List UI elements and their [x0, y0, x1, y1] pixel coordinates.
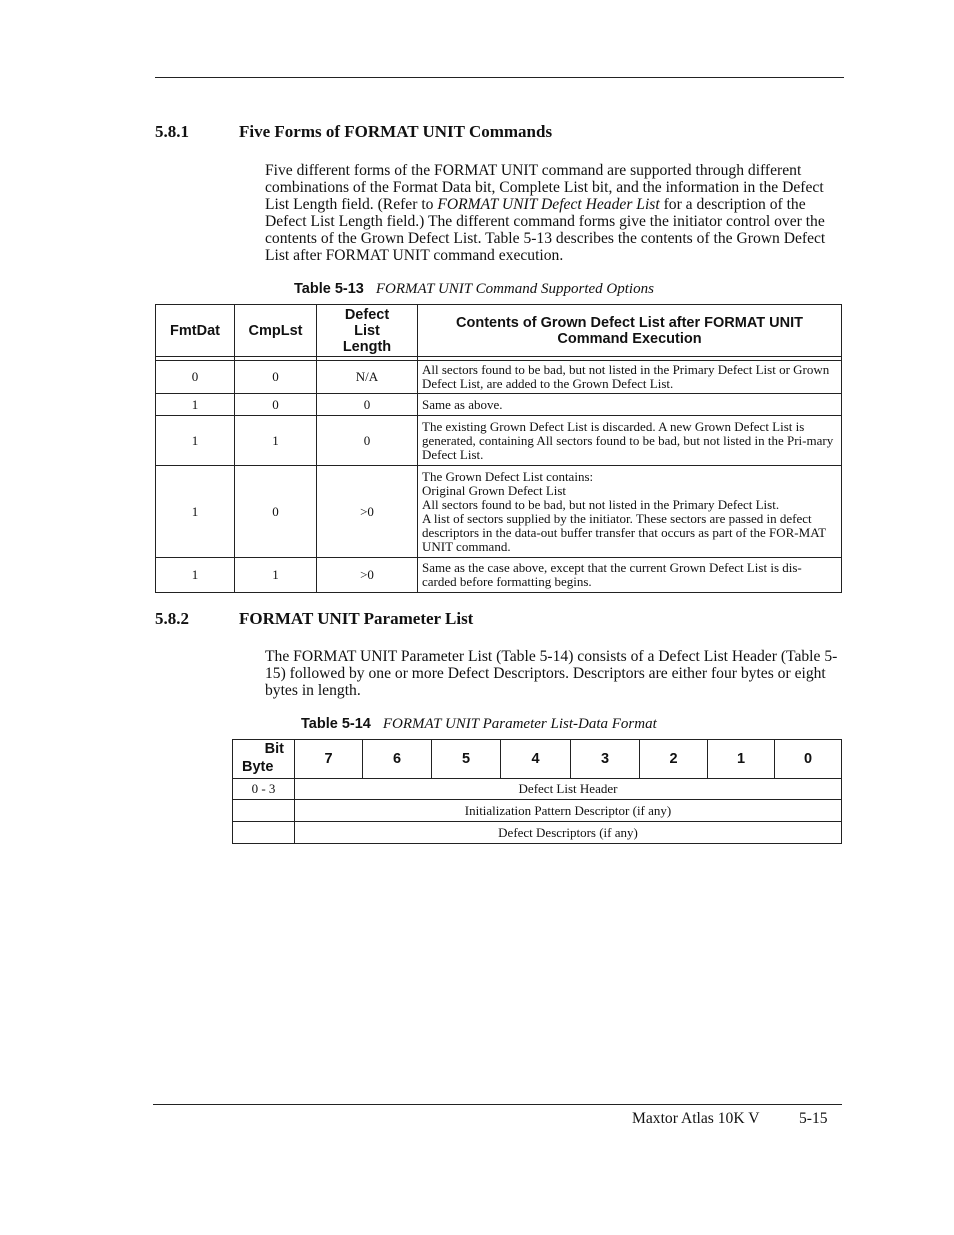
fmtdat-cell: 0: [156, 361, 235, 394]
section-number: 5.8.2: [155, 609, 189, 628]
dll-cell: 0: [317, 416, 418, 466]
table-row: [233, 800, 842, 822]
fmtdat-cell: 1: [156, 394, 235, 416]
contents-cell: Same as the case above, except that the current Grown Defect List is dis-carded before formatting begins.: [418, 558, 842, 593]
col-header-cmplst: CmpLst: [235, 305, 317, 357]
contents-cell: All sectors found to be bad, but not listed in the Primary Defect List or Grown Defect List, are added to the Grown Defect List.: [418, 361, 842, 394]
bit-0-header: 0: [775, 740, 842, 779]
bit-5-header: 5: [432, 740, 501, 779]
section-heading-5-8-1: [155, 122, 552, 142]
bit-header-row: [233, 740, 842, 779]
field-cell: Defect Descriptors (if any): [295, 822, 842, 844]
contents-cell: Same as above.: [418, 394, 842, 416]
table-row: [233, 822, 842, 844]
col-header-fmtdat: FmtDat: [156, 305, 235, 357]
table-5-14: [232, 739, 842, 844]
table-row: [233, 779, 842, 800]
section-number: 5.8.1: [155, 122, 189, 141]
bit-3-header: 3: [571, 740, 640, 779]
table-row: [156, 361, 842, 394]
dll-cell: N/A: [317, 361, 418, 394]
byte-label: Byte: [242, 759, 274, 775]
fmtdat-cell: 1: [156, 466, 235, 558]
cmplst-cell: 1: [235, 558, 317, 593]
table-label: Table 5-14: [301, 716, 371, 732]
table-header-row: [156, 305, 842, 357]
section-heading-5-8-2: [155, 609, 473, 629]
table-title: FORMAT UNIT Command Supported Options: [375, 281, 654, 297]
table-5-13: [155, 304, 842, 593]
cmplst-cell: 0: [235, 361, 317, 394]
fmtdat-cell: 1: [156, 558, 235, 593]
footer-rule: [153, 1104, 842, 1105]
bit-label: Bit: [264, 741, 284, 757]
bit-4-header: 4: [501, 740, 571, 779]
col-header-defect-list-length: Defect List Length: [317, 305, 418, 357]
bit-byte-header: [233, 740, 295, 779]
footer-page-number: 5-15: [799, 1110, 828, 1127]
table-row: [156, 466, 842, 558]
bit-2-header: 2: [640, 740, 708, 779]
bit-6-header: 6: [363, 740, 432, 779]
byte-cell: [233, 822, 295, 844]
section-title: FORMAT UNIT Parameter List: [239, 609, 474, 628]
byte-cell: 0 - 3: [233, 779, 295, 800]
header-rule: [155, 77, 844, 78]
table-5-14-caption: [301, 716, 657, 733]
section-5-8-1-paragraph: Five different forms of the FORMAT UNIT command are supported through different combinations of the Format Data bit, Complete List bit, and the information in the Defect List Length field. (Refer to FORMAT UNIT Defect Header List for a description of the Defect List Length field.) The different command forms give the initiator control over the contents of the Grown Defect List. Table 5-13 describes the contents of the Grown Defect List after FORMAT UNIT command execution.: [265, 162, 826, 264]
cmplst-cell: 0: [235, 394, 317, 416]
cmplst-cell: 1: [235, 416, 317, 466]
col-header-contents: Contents of Grown Defect List after FORMAT UNIT Command Execution: [418, 305, 842, 357]
byte-cell: [233, 800, 295, 822]
cross-reference: FORMAT UNIT Defect Header List: [437, 196, 660, 213]
section-5-8-2-paragraph: The FORMAT UNIT Parameter List (Table 5-14) consists of a Defect List Header (Table 5-15) followed by one or more Defect Descriptors. Descriptors are either four bytes or eight bytes in length.: [265, 648, 838, 699]
field-cell: Initialization Pattern Descriptor (if any): [295, 800, 842, 822]
table-row: [156, 394, 842, 416]
fmtdat-cell: 1: [156, 416, 235, 466]
dll-cell: 0: [317, 394, 418, 416]
table-row: [156, 558, 842, 593]
footer-product: Maxtor Atlas 10K V: [632, 1110, 760, 1127]
table-row: [156, 416, 842, 466]
contents-cell: The Grown Defect List contains: Original Grown Defect List All sectors found to be bad, but not listed in the Primary Defect List. A list of sectors supplied by the initiator. These sectors are passed in defect descriptors in the data-out buffer transfer that occurs as part of the FOR-MAT UNIT command.: [418, 466, 842, 558]
table-title: FORMAT UNIT Parameter List-Data Format: [382, 716, 657, 732]
table-label: Table 5-13: [294, 281, 364, 297]
cmplst-cell: 0: [235, 466, 317, 558]
section-title: Five Forms of FORMAT UNIT Commands: [239, 122, 553, 141]
bit-1-header: 1: [708, 740, 775, 779]
dll-cell: >0: [317, 558, 418, 593]
field-cell: Defect List Header: [295, 779, 842, 800]
table-5-13-caption: [294, 281, 654, 298]
dll-cell: >0: [317, 466, 418, 558]
contents-cell: The existing Grown Defect List is discarded. A new Grown Defect List is generated, containing All sectors found to be bad, but not listed in the Pri-mary Defect List.: [418, 416, 842, 466]
bit-7-header: 7: [295, 740, 363, 779]
